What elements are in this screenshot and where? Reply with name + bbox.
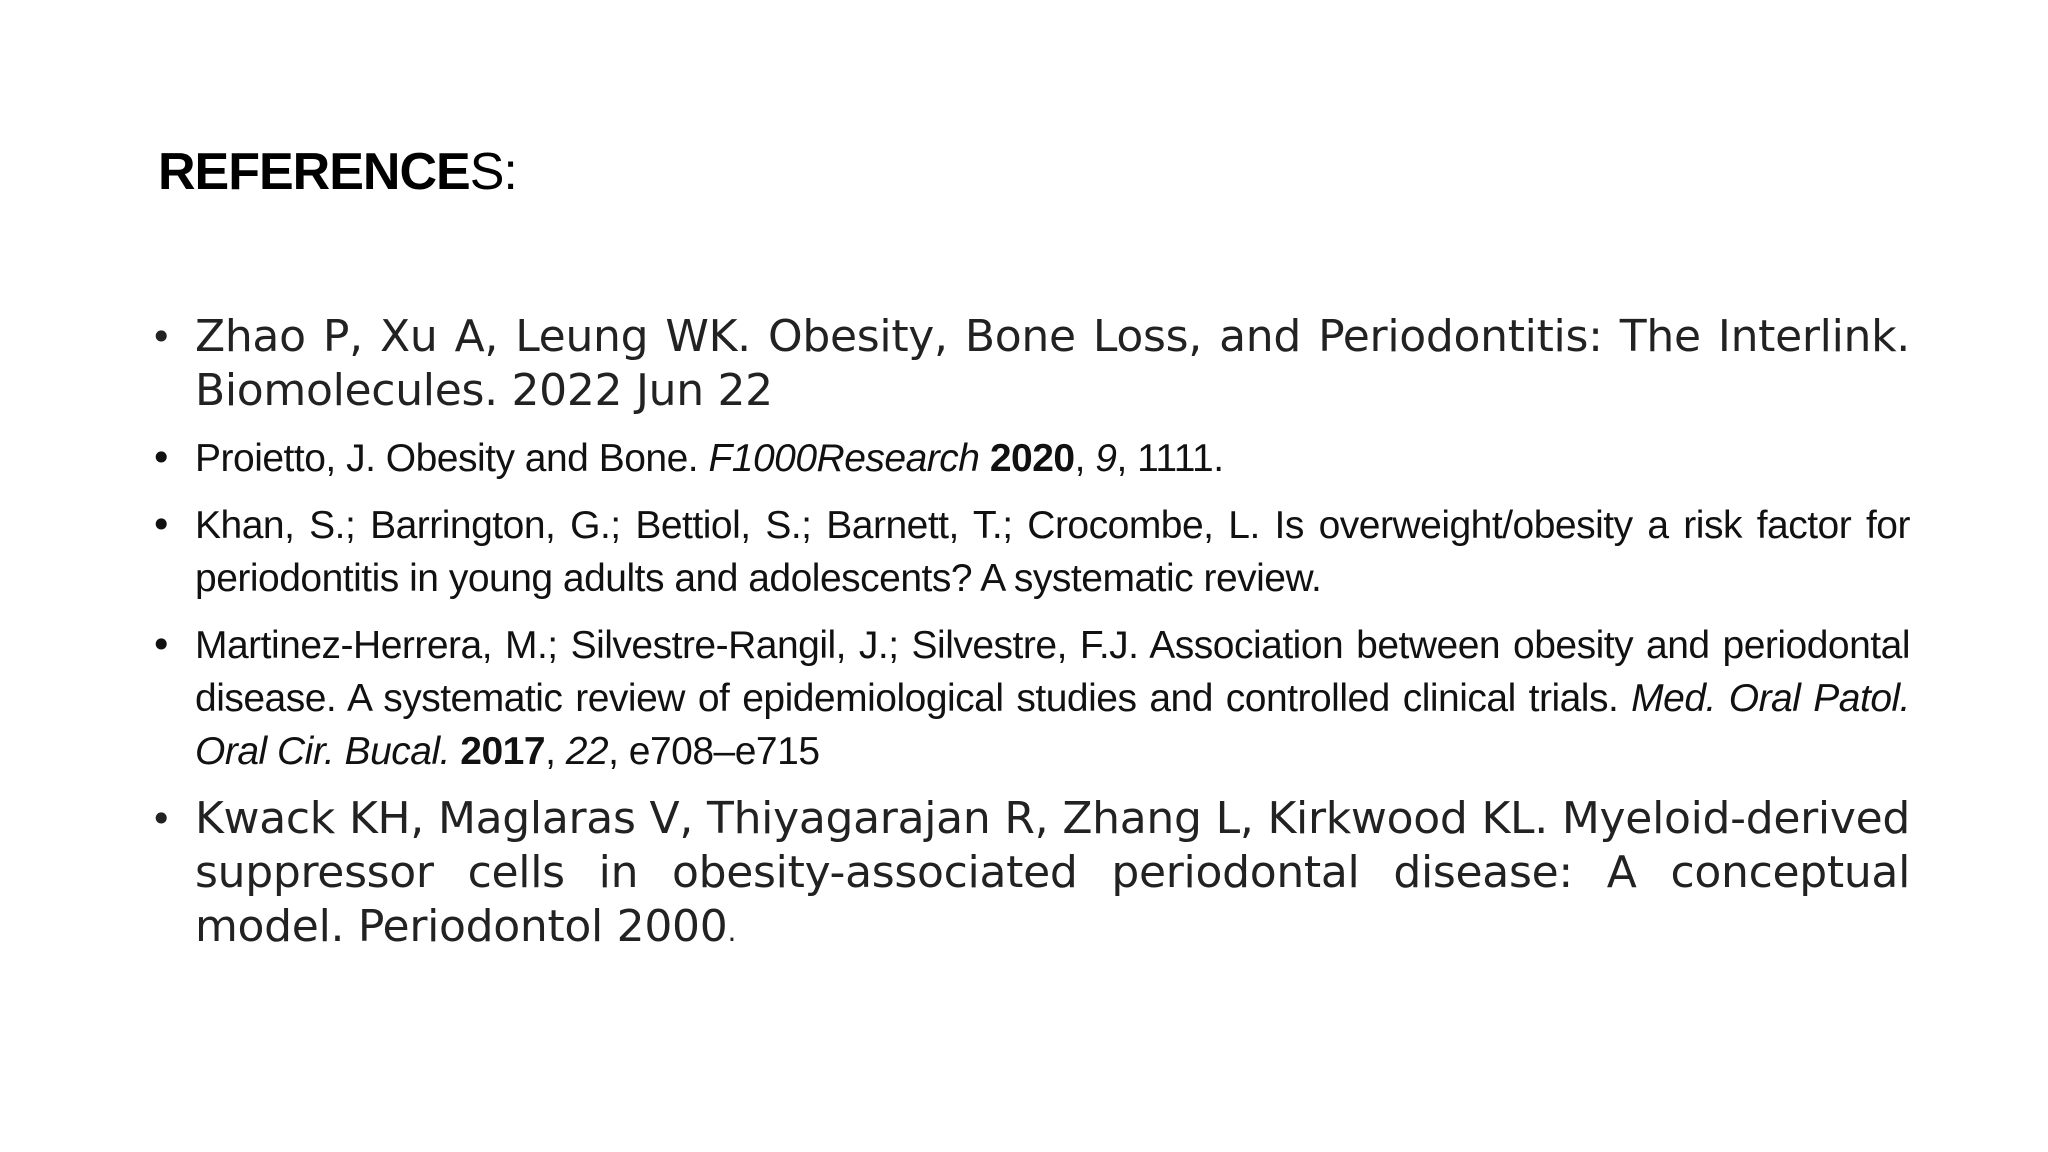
bullet-icon: • xyxy=(150,436,172,480)
reference-list xyxy=(150,310,1910,959)
reference-separator: , xyxy=(545,730,566,773)
reference-pages: , 1111. xyxy=(1116,437,1224,480)
reference-authors: Proietto, J. Obesity and Bone. xyxy=(195,437,709,480)
reference-text: Kwack KH, Maglaras V, Thiyagarajan R, Zhang L, Kirkwood KL. Myeloid-derived suppressor cells in obesity-associated periodontal disease: A conceptual model. Periodontol 2000 xyxy=(195,793,1910,952)
bullet-icon: • xyxy=(150,503,172,547)
bullet-icon: • xyxy=(150,623,172,667)
reference-item xyxy=(150,792,1910,959)
reference-pages: , e708–e715 xyxy=(608,730,820,773)
bullet-icon: • xyxy=(150,797,173,841)
reference-volume: 9 xyxy=(1095,437,1117,480)
reference-year: 2020 xyxy=(989,437,1075,480)
reference-volume: 22 xyxy=(565,730,609,773)
reference-item xyxy=(150,619,1910,778)
bullet-icon: • xyxy=(150,315,173,359)
reference-text: Zhao P, Xu A, Leung WK. Obesity, Bone Loss, and Periodontitis: The Interlink. Biomolecules. 2022 Jun 22 xyxy=(195,311,1910,416)
reference-item xyxy=(150,432,1910,485)
reference-journal: F1000Research xyxy=(708,437,980,480)
reference-item xyxy=(150,310,1910,418)
reference-trailing-period: . xyxy=(727,915,737,948)
reference-separator: , xyxy=(1074,437,1096,480)
slide-title-regular: S: xyxy=(469,143,517,201)
reference-journal: Med. Oral Patol. Oral Cir. Bucal. xyxy=(195,677,1911,773)
reference-authors: Martinez-Herrera, M.; Silvestre-Rangil, J.; Silvestre, F.J. Association between obesity and periodontal disease. A systematic review of epidemiological studies and controlled clinical trials. xyxy=(195,624,1910,720)
reference-item xyxy=(150,499,1910,605)
reference-text: Khan, S.; Barrington, G.; Bettiol, S.; Barnett, T.; Crocombe, L. Is overweight/obesity a risk factor for periodontitis in young adults and adolescents? A systematic review. xyxy=(195,504,1910,600)
slide-title-bold: REFERENCE xyxy=(158,143,470,201)
slide-title xyxy=(158,140,517,204)
reference-year: 2017 xyxy=(460,730,546,773)
